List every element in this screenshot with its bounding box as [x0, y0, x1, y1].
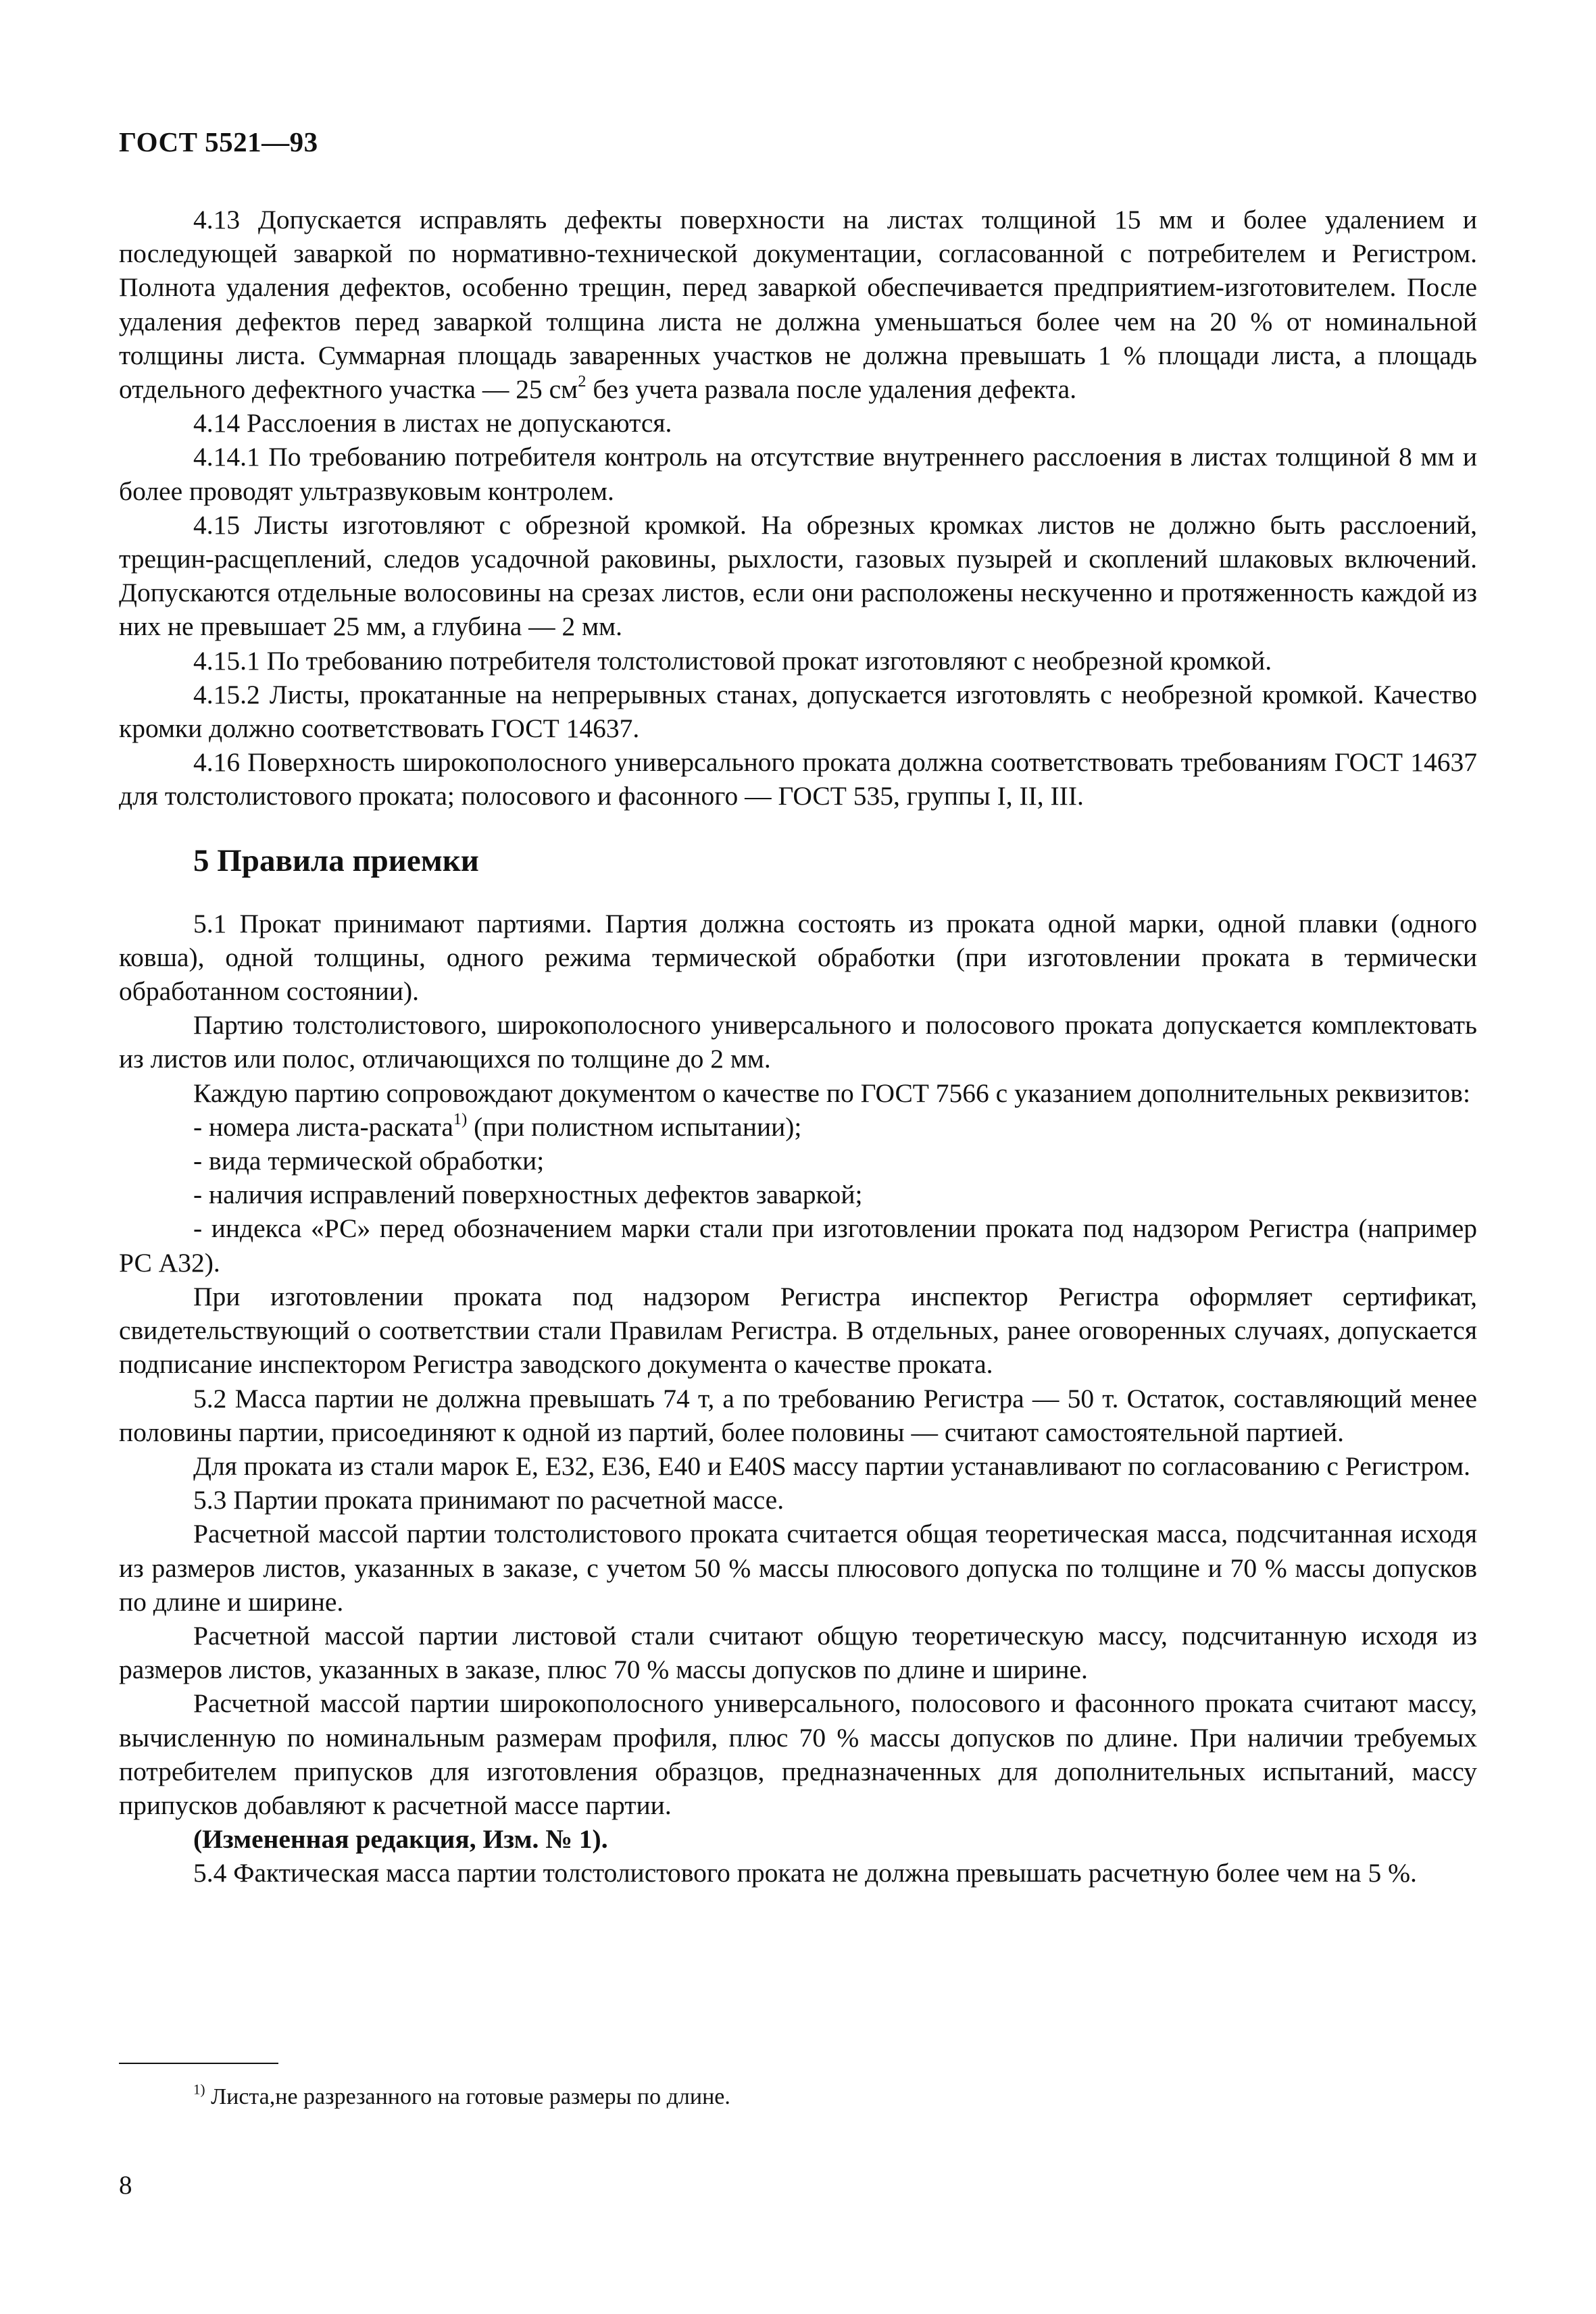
footnote-ref: 1) — [453, 1109, 468, 1128]
paragraph-4-15-2: 4.15.2 Листы, прокатанные на непрерывных станах, допускается изготовлять с необрезной кромкой. Качество кромки должно соответствовать ГОСТ 14637. — [119, 679, 1477, 744]
paragraph-5-3-b: Расчетной массой партии толстолистового проката считается общая теоретическая масса, подсчитанная исходя из размеров листов, указанных в заказе, с учетом 50 % массы плюсового допуска по толщине и 70 % массы допусков по длине и ширине. — [119, 1519, 1477, 1617]
footnote-divider — [119, 2063, 278, 2064]
footnote-marker: 1) — [193, 2081, 205, 2098]
paragraph-5-4: 5.4 Фактическая масса партии толстолистового проката не должна превышать расчетную более чем на 5 %. — [193, 1858, 1417, 1888]
paragraph-4-14: 4.14 Расслоения в листах не допускаются. — [193, 408, 672, 438]
superscript-2: 2 — [578, 372, 587, 391]
paragraph-5-3-c: Расчетной массой партии листовой стали считают общую теоретическую массу, подсчитанную исходя из размеров листов, указанных в заказе, плюс 70 % массы допусков по длине и ширине. — [119, 1620, 1477, 1685]
paragraph-5-3-d: Расчетной массой партии широкополосного универсального, полосового и фасонного проката считают массу, вычисленную по номинальным размерам профиля, плюс 70 % массы допусков по длине. При наличии требуемых потребителем припусков для изготовления образцов, предназначенных для дополнительных испытаний, массу припусков добавляют к расчетной массе партии. — [119, 1688, 1477, 1820]
section-heading: 5 Правила приемки — [193, 842, 479, 878]
paragraph-4-14-1: 4.14.1 По требованию потребителя контроль на отсутствие внутреннего расслоения в листах толщиной 8 мм и более проводят ультразвуковым контролем. — [119, 442, 1477, 506]
paragraph-5-1: 5.1 Прокат принимают партиями. Партия должна состоять из проката одной марки, одной плавки (одного ковша), одной толщины, одного режима термической обработки (при изготовлении проката в термически обработанном состоянии). — [119, 908, 1477, 1007]
footnote — [193, 2082, 1410, 2112]
paragraph-5-1-d: При изготовлении проката под надзором Регистра инспектор Регистра оформляет сертификат, свидетельствующий о соответствии стали Правилам Регистра. В отдельных, ранее оговоренных случаях, допускается подписание инспектором Регистра заводского документа о качестве проката. — [119, 1281, 1477, 1380]
list-item-4: - индекса «РС» перед обозначением марки стали при изготовлении проката под надзором Регистра (например РС А32). — [119, 1213, 1477, 1278]
list-item-3: - наличия исправлений поверхностных дефектов заваркой; — [193, 1180, 863, 1210]
paragraph-5-1-b: Партию толстолистового, широкополосного универсального и полосового проката допускается комплектовать из листов или полос, отличающихся по толщине до 2 мм. — [119, 1010, 1477, 1074]
paragraph-5-2-b: Для проката из стали марок E, E32, E36, E40 и E40S массу партии устанавливают по согласованию с Регистром. — [193, 1451, 1470, 1481]
amendment-note: (Измененная редакция, Изм. № 1). — [193, 1824, 608, 1855]
standard-header: ГОСТ 5521—93 — [119, 126, 318, 157]
paragraph-4-15: 4.15 Листы изготовляют с обрезной кромкой. На обрезных кромках листов не должно быть расслоений, трещин-расщеплений, следов усадочной раковины, рыхлости, газовых пузырей и скоплений шлаковых включений. Допускаются отдельные волосовины на срезах листов, если они расположены нескученно и протяженность каждой из них не превышает 25 мм, а глубина — 2 мм. — [119, 509, 1477, 642]
page-number: 8 — [119, 2171, 132, 2200]
footnote-text: Листа,не разрезанного на готовые размеры по длине. — [205, 2084, 730, 2109]
list-item-1-text: - номера листа-раската — [193, 1111, 453, 1142]
paragraph-5-3: 5.3 Партии проката принимают по расчетной массе. — [193, 1485, 784, 1515]
paragraph-5-2: 5.2 Масса партии не должна превышать 74 т, а по требованию Регистра — 50 т. Остаток, составляющий менее половины партии, присоединяют к одной из партий, более половины — считают самостоятельной партией. — [119, 1383, 1477, 1447]
paragraph-4-13-tail: без учета развала после удаления дефекта. — [586, 374, 1077, 405]
list-item-1-tail: (при полистном испытании); — [467, 1111, 802, 1142]
paragraph-4-15-1: 4.15.1 По требованию потребителя толстолистовой прокат изготовляют с необрезной кромкой. — [193, 645, 1272, 676]
document-body — [119, 203, 1477, 1890]
paragraph-5-1-c: Каждую партию сопровождают документом о качестве по ГОСТ 7566 с указанием дополнительных реквизитов: — [193, 1078, 1470, 1108]
paragraph-4-13-text: 4.13 Допускается исправлять дефекты поверхности на листах толщиной 15 мм и более удалением и последующей заваркой по нормативно-технической документации, согласованной с потребителем и Регистром. Полнота удаления дефектов, особенно трещин, перед заваркой обеспечивается предприятием-изготовителем. После удаления дефектов перед заваркой толщина листа не должна уменьшаться более чем на 20 % от номинальной толщины листа. Суммарная площадь заваренных участков не должна превышать 1 % площади листа, а площадь отдельного дефектного участка — 25 см — [119, 205, 1477, 405]
paragraph-4-13 — [119, 203, 1477, 406]
list-item-2: - вида термической обработки; — [193, 1146, 545, 1176]
paragraph-4-16: 4.16 Поверхность широкополосного универсального проката должна соответствовать требованиям ГОСТ 14637 для толстолистового проката; полосового и фасонного — ГОСТ 535, группы I, II, III. — [119, 747, 1477, 811]
list-item-1 — [119, 1110, 1477, 1144]
